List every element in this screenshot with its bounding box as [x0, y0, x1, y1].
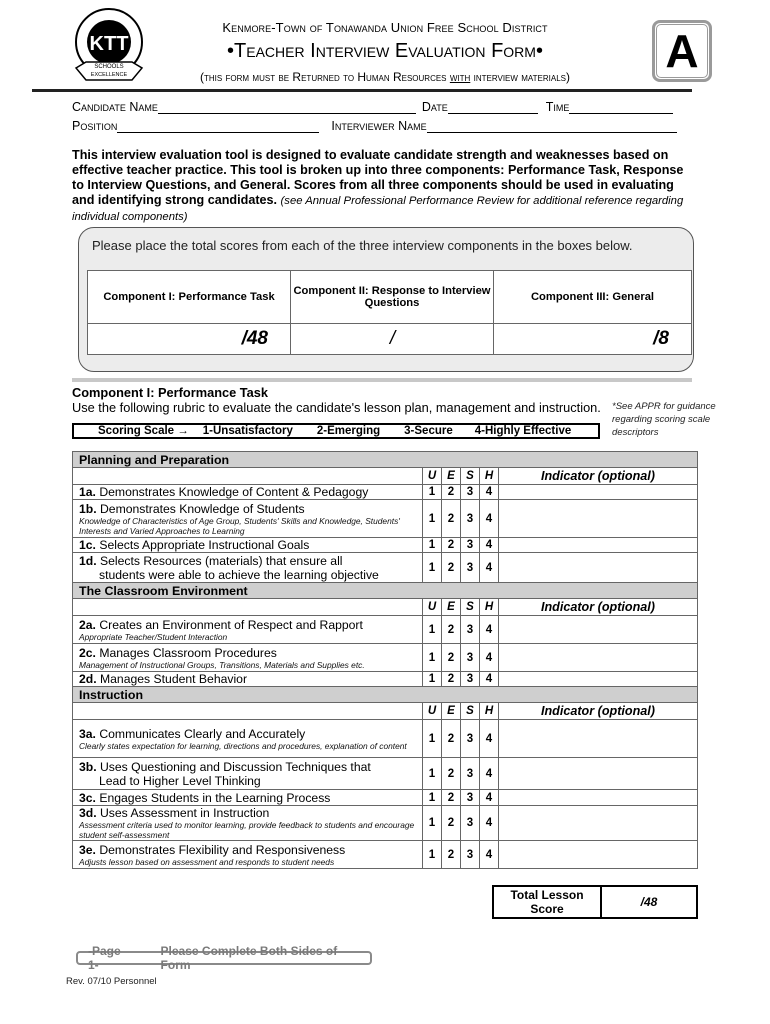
score-option-3[interactable]: 3 [461, 616, 480, 644]
interviewer-name-label: Interviewer Name [331, 119, 427, 133]
criterion-title-continuation: Lead to Higher Level Thinking [99, 773, 261, 788]
score-option-4[interactable]: 4 [480, 538, 499, 553]
component-scores-table [87, 270, 692, 355]
criterion-cell [73, 720, 423, 758]
form-badge-letter: A [656, 24, 708, 78]
score-option-3[interactable]: 3 [461, 500, 480, 538]
score-option-4[interactable]: 4 [480, 720, 499, 758]
criterion-title: Creates an Environment of Respect and Rapport [99, 617, 363, 632]
score-option-3[interactable]: 3 [461, 485, 480, 500]
score-option-1[interactable]: 1 [423, 841, 442, 869]
criterion-cell [73, 500, 423, 538]
rubric-table [72, 451, 698, 869]
component-3-label: Component III: General [494, 271, 692, 324]
field-row-1 [72, 100, 673, 114]
intro-paragraph [72, 148, 694, 225]
form-note-underlined: with [449, 70, 471, 84]
indicator-field[interactable] [499, 500, 698, 538]
score-option-3[interactable]: 3 [461, 790, 480, 806]
rubric-section-header [73, 583, 698, 599]
component-1-label: Component I: Performance Task [88, 271, 291, 324]
criterion-cell [73, 553, 423, 583]
criterion-cell [73, 806, 423, 841]
score-option-1[interactable]: 1 [423, 616, 442, 644]
position-field[interactable] [117, 120, 319, 133]
column-header-e: E [442, 703, 461, 720]
rubric-row [73, 538, 698, 553]
rubric-section-header [73, 687, 698, 703]
criterion-code: 3e. [79, 842, 96, 857]
score-option-2[interactable]: 2 [442, 644, 461, 672]
score-option-1[interactable]: 1 [423, 500, 442, 538]
score-option-2[interactable]: 2 [442, 720, 461, 758]
scoring-scale-label: Scoring Scale → [98, 425, 189, 437]
score-option-2[interactable]: 2 [442, 553, 461, 583]
rubric-row [73, 806, 698, 841]
section-title: Planning and Preparation [73, 452, 698, 468]
rubric-row [73, 672, 698, 687]
rubric-section-header [73, 452, 698, 468]
criterion-title: Engages Students in the Learning Process [99, 790, 331, 805]
appr-note: *See APPR for guidance regarding scoring scale descriptors [612, 401, 716, 438]
score-option-2[interactable]: 2 [442, 616, 461, 644]
column-header-s: S [461, 599, 480, 616]
column-header-e: E [442, 468, 461, 485]
criterion-cell [73, 790, 423, 806]
criterion-detail: Knowledge of Characteristics of Age Group, Students' Skills and Knowledge, Students' Interests and Varied Approaches to Learning [79, 515, 400, 536]
section-title: Instruction [73, 687, 698, 703]
rubric-row [73, 841, 698, 869]
score-option-4[interactable]: 4 [480, 841, 499, 869]
criterion-title: Uses Assessment in Instruction [100, 806, 270, 820]
criterion-title-continuation: students were able to achieve the learning objective [99, 567, 379, 582]
column-header-s: S [461, 703, 480, 720]
column-header-s: S [461, 468, 480, 485]
rubric-column-header [73, 468, 698, 485]
criterion-title: Uses Questioning and Discussion Techniques that [100, 759, 371, 774]
seal-banner-bottom: EXCELLENCE [90, 72, 128, 78]
score-option-1[interactable]: 1 [423, 790, 442, 806]
criterion-code: 2a. [79, 617, 96, 632]
indicator-header: Indicator (optional) [499, 703, 698, 720]
rubric-row [73, 616, 698, 644]
score-option-4[interactable]: 4 [480, 553, 499, 583]
district-seal-icon [68, 6, 150, 86]
indicator-field[interactable] [499, 790, 698, 806]
indicator-field[interactable] [499, 758, 698, 790]
criterion-cell [73, 841, 423, 869]
criteria-header-cell [73, 468, 423, 485]
total-lesson-score-value[interactable]: /48 [640, 895, 658, 909]
score-option-2[interactable]: 2 [442, 538, 461, 553]
score-option-1[interactable]: 1 [423, 720, 442, 758]
indicator-field[interactable] [499, 644, 698, 672]
indicator-header: Indicator (optional) [499, 599, 698, 616]
rubric-column-header [73, 703, 698, 720]
score-option-4[interactable]: 4 [480, 672, 499, 687]
total-lesson-score-box [492, 885, 698, 919]
criterion-detail: Clearly states expectation for learning, directions and procedures, explanation of content [79, 740, 407, 751]
form-note-after: interview materials) [470, 70, 571, 84]
scale-level-1: 1-Unsatisfactory [202, 425, 293, 437]
criterion-title: Manages Student Behavior [100, 672, 248, 686]
component-1-title: Component I: Performance Task [72, 385, 269, 400]
criterion-cell [73, 485, 423, 500]
time-field[interactable] [569, 101, 673, 114]
criteria-header-cell [73, 599, 423, 616]
score-option-2[interactable]: 2 [442, 672, 461, 687]
score-option-3[interactable]: 3 [461, 720, 480, 758]
criterion-title: Demonstrates Flexibility and Responsiveness [99, 842, 346, 857]
column-header-u: U [423, 599, 442, 616]
criterion-code: 2d. [79, 672, 97, 686]
column-header-h: H [480, 703, 499, 720]
criterion-code: 3b. [79, 759, 97, 774]
indicator-field[interactable] [499, 720, 698, 758]
score-option-3[interactable]: 3 [461, 553, 480, 583]
score-option-1[interactable]: 1 [423, 485, 442, 500]
indicator-field[interactable] [499, 806, 698, 841]
seal-banner-top: SCHOOLS [94, 64, 124, 70]
total-lesson-score-label: Total Lesson Score [494, 887, 602, 917]
district-seal-logo [68, 6, 150, 86]
component-1-score[interactable]: /48 [88, 324, 291, 355]
criterion-title: Manages Classroom Procedures [99, 645, 277, 660]
form-title: •Teacher Interview Evaluation Form• [227, 40, 543, 62]
revision-note: Rev. 07/10 Personnel [66, 976, 157, 987]
criterion-detail: Adjusts lesson based on assessment and responds to student needs [79, 856, 335, 867]
score-option-4[interactable]: 4 [480, 644, 499, 672]
rubric-row [73, 485, 698, 500]
criterion-cell [73, 672, 423, 687]
criterion-code: 3a. [79, 726, 96, 741]
score-option-2[interactable]: 2 [442, 485, 461, 500]
indicator-field[interactable] [499, 553, 698, 583]
score-option-2[interactable]: 2 [442, 790, 461, 806]
rubric-row [73, 644, 698, 672]
criterion-title: Communicates Clearly and Accurately [99, 726, 306, 741]
indicator-field[interactable] [499, 841, 698, 869]
score-option-3[interactable]: 3 [461, 758, 480, 790]
score-option-3[interactable]: 3 [461, 644, 480, 672]
criterion-code: 3c. [79, 790, 96, 805]
criterion-title: Selects Appropriate Instructional Goals [99, 538, 310, 552]
column-header-e: E [442, 599, 461, 616]
criterion-cell [73, 616, 423, 644]
score-option-4[interactable]: 4 [480, 485, 499, 500]
score-option-4[interactable]: 4 [480, 500, 499, 538]
criterion-code: 3d. [79, 806, 97, 820]
score-option-2[interactable]: 2 [442, 841, 461, 869]
score-option-1[interactable]: 1 [423, 806, 442, 841]
score-option-1[interactable]: 1 [423, 553, 442, 583]
rubric-row [73, 500, 698, 538]
score-option-3[interactable]: 3 [461, 672, 480, 687]
page-number: -Page 1- [88, 944, 121, 972]
criteria-header-cell [73, 703, 423, 720]
form-note-before: (this form must be Returned to Human Resources [199, 70, 450, 84]
section-divider [72, 378, 692, 382]
criterion-detail: Appropriate Teacher/Student Interaction [79, 631, 228, 642]
date-label: Date [421, 100, 448, 114]
rubric-row [73, 758, 698, 790]
candidate-name-label: Candidate Name [72, 100, 158, 114]
score-option-3[interactable]: 3 [461, 806, 480, 841]
criterion-code: 1a. [79, 485, 96, 499]
component-2-label: Component II: Response to Interview Questions [291, 271, 494, 324]
indicator-field[interactable] [499, 616, 698, 644]
indicator-field[interactable] [499, 538, 698, 553]
scale-level-4: 4-Highly Effective [474, 425, 572, 437]
score-option-1[interactable]: 1 [423, 644, 442, 672]
score-option-1[interactable]: 1 [423, 758, 442, 790]
rubric-row [73, 720, 698, 758]
component-1-description: Use the following rubric to evaluate the candidate's lesson plan, management and instruction. [72, 400, 601, 415]
score-option-4[interactable]: 4 [480, 616, 499, 644]
score-option-1[interactable]: 1 [423, 538, 442, 553]
score-option-4[interactable]: 4 [480, 758, 499, 790]
column-header-h: H [480, 599, 499, 616]
summary-instruction: Please place the total scores from each of the three interview components in the boxes below. [92, 238, 633, 253]
rubric-row [73, 790, 698, 806]
criterion-detail: Management of Instructional Groups, Transitions, Materials and Supplies etc. [79, 659, 365, 670]
rubric-column-header [73, 599, 698, 616]
header-divider [32, 89, 692, 92]
field-row-2 [72, 119, 677, 133]
score-option-4[interactable]: 4 [480, 790, 499, 806]
score-option-2[interactable]: 2 [442, 806, 461, 841]
criterion-code: 1b. [79, 501, 97, 516]
intro-text: This interview evaluation tool is designed to evaluate candidate strength and weaknesses based on effective teacher practice. This tool is broken up into three components: Performance Task, Response to Interview Questions, and General. Scores from all three components should be used in evaluating and identifying strong candidates. [72, 148, 684, 207]
criterion-title: Selects Resources (materials) that ensure all [100, 553, 343, 568]
criterion-code: 1d. [79, 553, 97, 568]
criterion-title: Demonstrates Knowledge of Content & Pedagogy [99, 485, 369, 499]
indicator-field[interactable] [499, 485, 698, 500]
indicator-field[interactable] [499, 672, 698, 687]
page-footer [76, 944, 372, 972]
criterion-code: 2c. [79, 645, 96, 660]
score-option-2[interactable]: 2 [442, 758, 461, 790]
criterion-cell [73, 644, 423, 672]
criterion-cell [73, 538, 423, 553]
column-header-u: U [423, 468, 442, 485]
indicator-header: Indicator (optional) [499, 468, 698, 485]
component-2-score[interactable]: / [291, 324, 494, 355]
time-label: Time [545, 100, 570, 114]
score-option-2[interactable]: 2 [442, 500, 461, 538]
rubric-row [73, 553, 698, 583]
criterion-cell [73, 758, 423, 790]
score-option-1[interactable]: 1 [423, 672, 442, 687]
criterion-detail: Assessment criteria used to monitor learning, provide feedback to students and encourage student self-assessment [79, 820, 415, 840]
column-header-h: H [480, 468, 499, 485]
score-option-4[interactable]: 4 [480, 806, 499, 841]
criterion-code: 1c. [79, 538, 96, 552]
position-label: Position [72, 119, 118, 133]
interviewer-name-field[interactable] [427, 120, 677, 133]
column-header-u: U [423, 703, 442, 720]
scale-level-2: 2-Emerging [316, 425, 381, 437]
component-3-score[interactable]: /8 [494, 324, 692, 355]
criterion-title: Demonstrates Knowledge of Students [100, 501, 305, 516]
scale-level-3: 3-Secure [404, 425, 453, 437]
form-note [160, 70, 610, 84]
seal-monogram: KTT [89, 33, 129, 55]
district-name: Kenmore-Town of Tonawanda Union Free School District [222, 20, 548, 35]
candidate-name-field[interactable] [158, 101, 416, 114]
scoring-scale-legend [72, 423, 600, 439]
date-field[interactable] [448, 101, 538, 114]
intro-note: (see Annual Professional Performance Review for additional reference regarding individual components) [72, 195, 684, 223]
footer-instruction: Please Complete Both Sides of Form [160, 944, 338, 972]
form-badge [652, 20, 712, 82]
score-option-3[interactable]: 3 [461, 538, 480, 553]
score-option-3[interactable]: 3 [461, 841, 480, 869]
section-title: The Classroom Environment [73, 583, 698, 599]
